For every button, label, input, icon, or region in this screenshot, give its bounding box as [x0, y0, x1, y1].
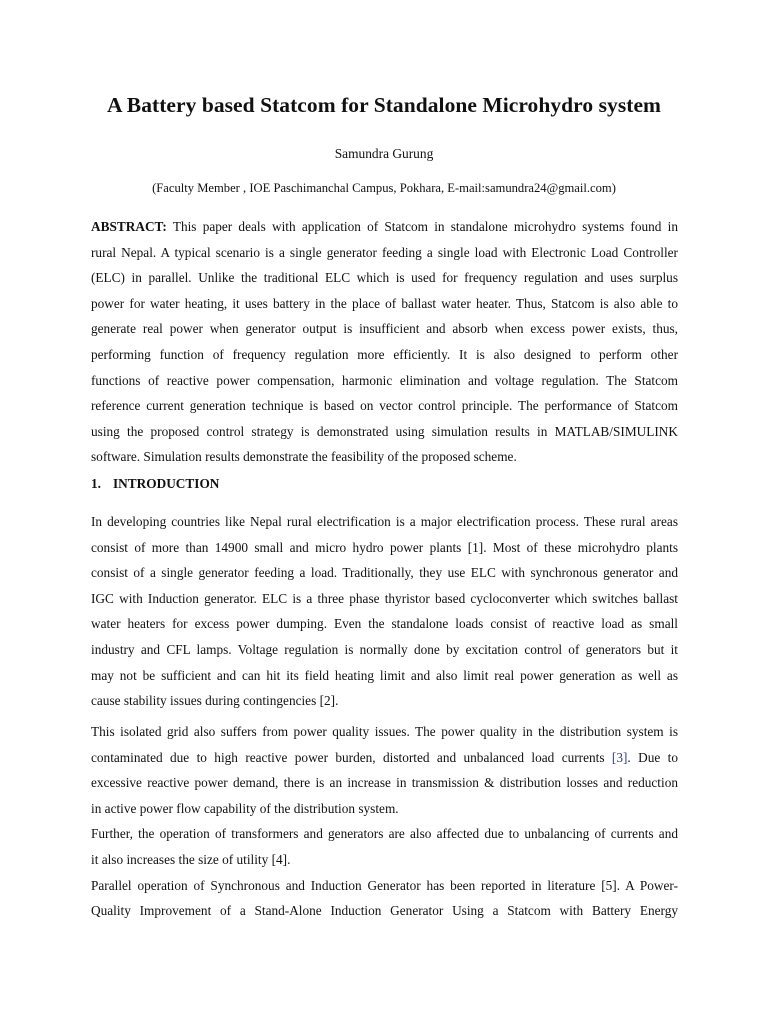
author-name: Samundra Gurung [334, 146, 434, 161]
abstract-line: using the proposed control strategy is demonstrated using simulation results in MATLAB/SIMULINK [91, 423, 678, 439]
abstract-line [91, 214, 678, 240]
paragraph-line: water heaters for excess power dumping. Even the standalone loads consist of reactive load as small [91, 616, 678, 632]
abstract-line: reference current generation technique is based on vector control principle. The performance of Statcom [91, 398, 678, 414]
paragraph-line: In developing countries like Nepal rural electrification is a major electrification process. These rural areas [91, 514, 678, 529]
reference-link[interactable]: [3] [611, 749, 628, 765]
paper-title: A Battery based Statcom for Standalone Microhydro system [106, 93, 661, 117]
section-number: 1. [91, 476, 101, 491]
paragraph-line [91, 745, 678, 771]
paragraph-line: Quality Improvement of a Stand-Alone Induction Generator Using a Statcom with Battery Energy [91, 903, 678, 919]
abstract-line: (ELC) in parallel. Unlike the traditional ELC which is used for frequency regulation and uses surplus [91, 270, 678, 286]
abstract-line: rural Nepal. A typical scenario is a single generator feeding a single load with Electronic Load Controller [91, 244, 678, 260]
abstract-line: power for water heating, it uses battery in the place of ballast water heater. Thus, Statcom is also able to [91, 295, 678, 311]
paragraph-line: consist of more than 14900 small and micro hydro power plants [1]. Most of these microhydro plants [91, 539, 678, 555]
paragraph-text: . Due to [627, 749, 678, 765]
paragraph-line: This isolated grid also suffers from power quality issues. The power quality in the distribution system is [91, 724, 678, 739]
paragraph-text: contaminated due to high reactive power burden, distorted and unbalanced load currents [91, 749, 612, 765]
paragraph-line: IGC with Induction generator. ELC is a three phase thyristor based cycloconverter which switches ballast [91, 590, 678, 606]
section-heading-introduction [91, 476, 219, 492]
introduction-paragraph-2 [91, 719, 678, 924]
abstract-line: functions of reactive power compensation, harmonic elimination and voltage regulation. The Statcom [91, 372, 678, 388]
introduction-paragraph-1 [91, 509, 678, 714]
paragraph-line: excessive reactive power demand, there is an increase in transmission & distribution losses and reduction [91, 775, 678, 791]
paragraph-line: cause stability issues during contingencies [2]. [91, 693, 339, 709]
paragraph-line: Further, the operation of transformers and generators are also affected due to unbalancing of currents and [91, 826, 678, 842]
abstract-label: ABSTRACT: [91, 219, 167, 234]
paragraph-line: it also increases the size of utility [4]. [91, 851, 291, 867]
abstract-line: generate real power when generator output is insufficient and absorb when excess power exists, thus, [91, 321, 678, 337]
paragraph-line: consist of a single generator feeding a load. Traditionally, they use ELC with synchronous generator and [91, 565, 678, 581]
section-title: INTRODUCTION [113, 476, 220, 491]
abstract-line-text: This paper deals with application of Statcom in standalone microhydro systems found in [166, 219, 678, 234]
paragraph-line: in active power flow capability of the distribution system. [91, 800, 399, 816]
paragraph-line: industry and CFL lamps. Voltage regulation is normally done by excitation control of generators but it [91, 641, 678, 657]
abstract-line: performing function of frequency regulation more efficiently. It is also designed to perform other [91, 346, 678, 362]
abstract-line: software. Simulation results demonstrate the feasibility of the proposed scheme. [91, 449, 517, 465]
abstract-paragraph [91, 214, 678, 470]
paragraph-line: Parallel operation of Synchronous and Induction Generator has been reported in literature [5]. A Power- [91, 877, 678, 893]
paragraph-line: may not be sufficient and can hit its field heating limit and also limit real power generation as well as [91, 667, 678, 683]
author-affiliation: (Faculty Member , IOE Paschimanchal Campus, Pokhara, E-mail:samundra24@gmail.com) [152, 181, 616, 195]
